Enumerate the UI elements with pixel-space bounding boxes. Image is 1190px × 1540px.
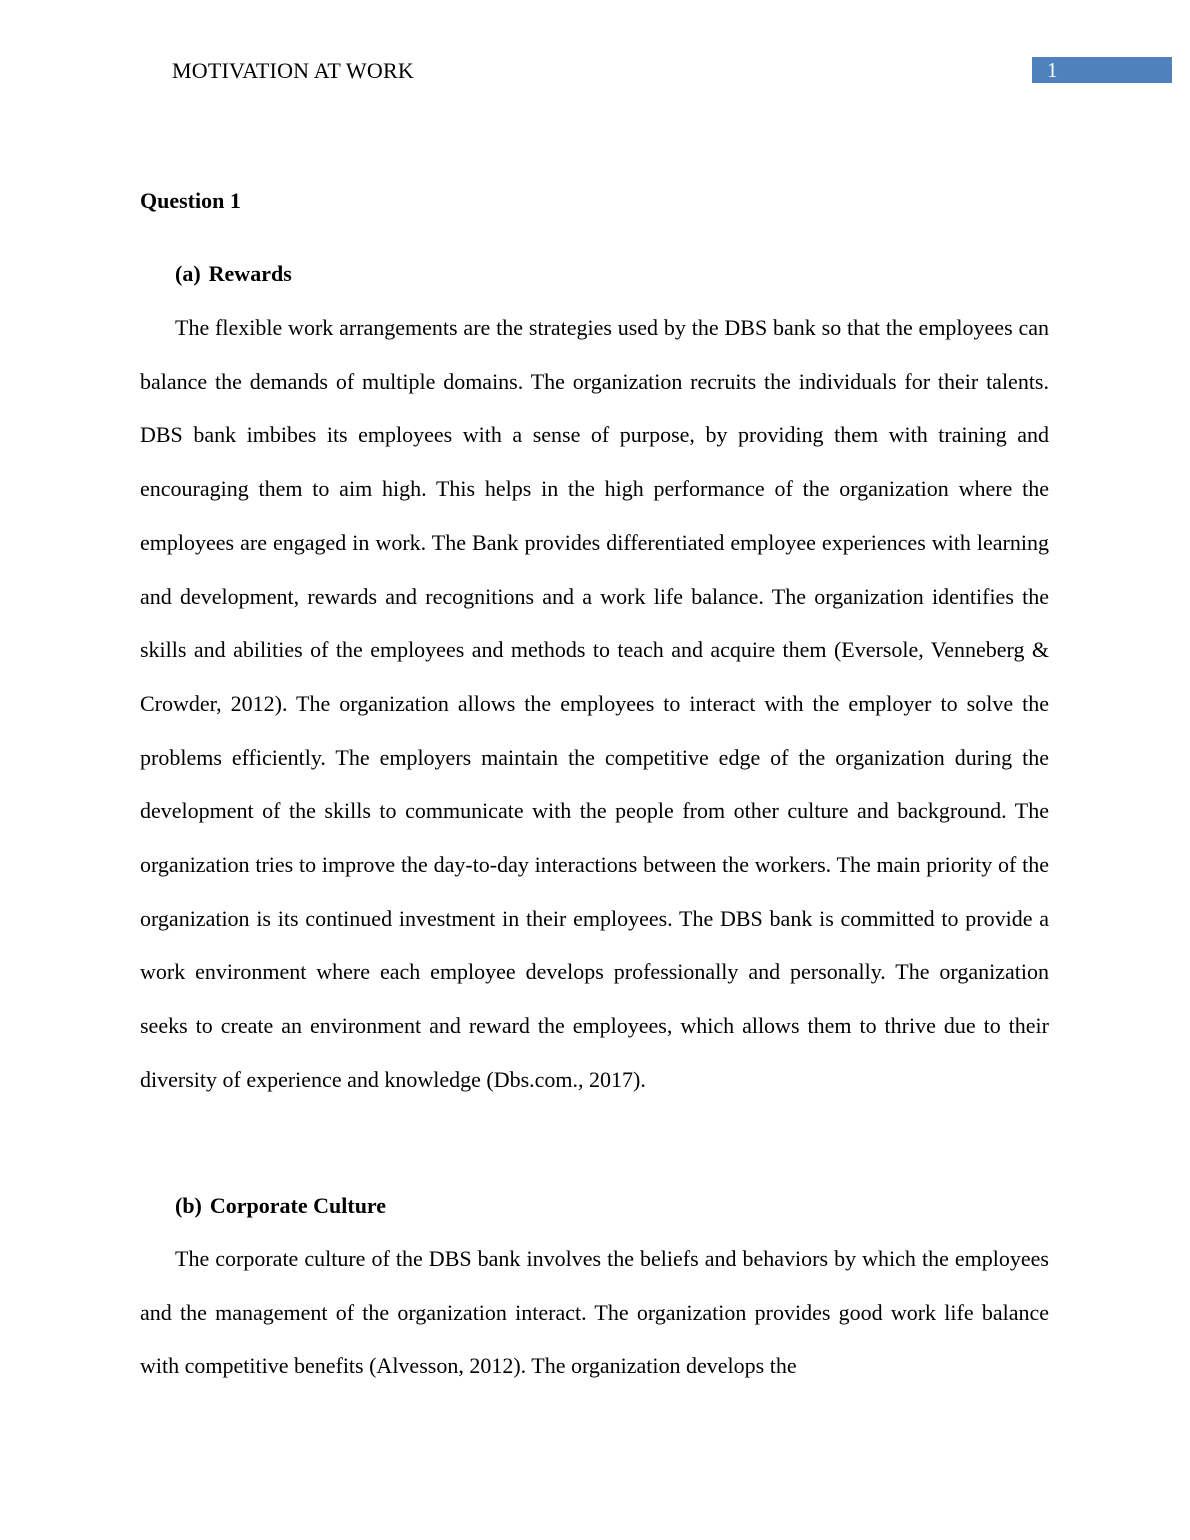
section-heading-rewards — [175, 259, 292, 289]
corporate-culture-paragraph: The corporate culture of the DBS bank involves the beliefs and behaviors by which the employees and the management of the organization interact. The organization provides good work life balance with competitive benefits (Alvesson, 2012). The organization develops the — [140, 1246, 1049, 1379]
page-number-box — [1032, 57, 1172, 83]
page-number: 1 — [1047, 58, 1058, 82]
running-head: MOTIVATION AT WORK — [172, 58, 414, 83]
section-label: (a) — [175, 261, 201, 286]
section-heading-corporate-culture — [175, 1191, 386, 1221]
rewards-paragraph: The flexible work arrangements are the strategies used by the DBS bank so that the employees can balance the demands of multiple domains. The organization recruits the individuals for their talents. DBS bank imbibes its employees with a sense of purpose, by providing them with training and encouraging them to aim high. This helps in the high performance of the organization where the employees are engaged in work. The Bank provides differentiated employee experiences with learning and development, rewards and recognitions and a work life balance. The organization identifies the skills and abilities of the employees and methods to teach and acquire them (Eversole, Venneberg & Crowder, 2012). The organization allows the employees to interact with the employer to solve the problems efficiently. The employers maintain the competitive edge of the organization during the development of the skills to communicate with the people from other culture and background. The organization tries to improve the day-to-day interactions between the workers. The main priority of the organization is its continued investment in their employees. The DBS bank is committed to provide a work environment where each employee develops professionally and personally. The organization seeks to create an environment and reward the employees, which allows them to thrive due to their diversity of experience and knowledge (Dbs.com., 2017). — [140, 315, 1049, 1092]
section-label: (b) — [175, 1193, 202, 1218]
section-title: Corporate Culture — [209, 1193, 387, 1218]
question-heading: Question 1 — [140, 188, 241, 213]
section-title: Rewards — [208, 261, 292, 286]
